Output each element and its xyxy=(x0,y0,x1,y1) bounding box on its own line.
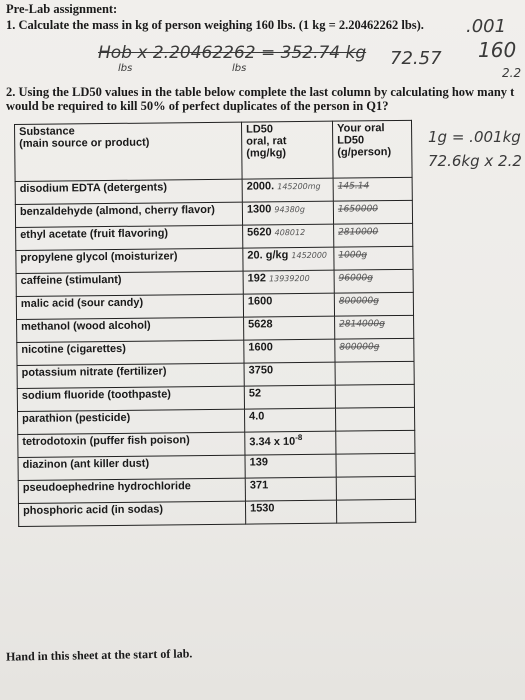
handwritten-note: 2.2 xyxy=(502,66,522,80)
ld50-cell xyxy=(245,477,336,501)
handwritten-note: 160 xyxy=(478,38,517,62)
handwritten-answer: 1000g xyxy=(338,250,368,261)
ld50-cell xyxy=(244,362,335,386)
handwritten-answer: 800000g xyxy=(338,296,380,307)
ld50-value: 2000. xyxy=(246,180,275,193)
handwritten-note: 1g = .001kg xyxy=(428,128,521,146)
handwritten-work: Hob x 2.20462262 = 352.74 kg xyxy=(98,43,367,63)
substance-cell: ethyl acetate (fruit flavoring) xyxy=(16,225,243,250)
ld50-value: 371 xyxy=(249,479,269,492)
ld50-table-container xyxy=(14,120,417,612)
your-oral-cell[interactable] xyxy=(334,269,413,293)
handwritten-answer: 2810000 xyxy=(338,227,379,238)
handwritten-cell-note: 145200mg xyxy=(277,181,321,192)
handwritten-answer: 96000g xyxy=(338,273,374,284)
substance-cell: diazinon (ant killer dust) xyxy=(18,455,245,480)
handwritten-cell-note: 1452000 xyxy=(291,250,328,261)
ld50-cell xyxy=(243,224,334,248)
header-substance: Substance (main source or product) xyxy=(15,122,243,181)
ld50-cell xyxy=(244,316,335,340)
ld50-value: 3.34 x 10 xyxy=(249,435,296,449)
your-oral-cell[interactable] xyxy=(336,430,415,454)
handwritten-answer: 1650000 xyxy=(337,204,379,215)
substance-cell: disodium EDTA (detergents) xyxy=(15,179,242,204)
handwritten-note: lbs xyxy=(232,63,247,74)
substance-cell: caffeine (stimulant) xyxy=(16,271,243,296)
handwritten-answer: 800000g xyxy=(339,342,380,353)
header-ld50: LD50 oral, rat (mg/kg) xyxy=(241,121,333,179)
ld50-value: 1600 xyxy=(248,341,273,354)
ld50-cell xyxy=(245,454,336,478)
your-oral-cell[interactable] xyxy=(334,292,413,316)
ld50-value: 5628 xyxy=(248,318,273,331)
your-oral-cell[interactable] xyxy=(334,246,413,270)
your-oral-cell[interactable] xyxy=(336,476,415,500)
ld50-cell xyxy=(245,431,336,455)
substance-cell: nicotine (cigarettes) xyxy=(17,340,244,365)
ld50-value: 20. g/kg xyxy=(247,249,289,262)
table-header-row xyxy=(15,120,413,181)
your-oral-cell[interactable] xyxy=(335,338,414,362)
handwritten-note: lbs xyxy=(118,63,133,74)
your-oral-cell[interactable] xyxy=(335,315,414,339)
ld50-cell xyxy=(244,339,335,363)
question-2: 2. Using the LD50 values in the table below complete the last column by calculating how many t xyxy=(6,85,515,99)
substance-cell: potassium nitrate (fertilizer) xyxy=(17,363,244,388)
ld50-value: 1530 xyxy=(249,502,275,515)
your-oral-cell[interactable] xyxy=(335,361,414,385)
ld50-cell xyxy=(243,270,334,294)
substance-cell: parathion (pesticide) xyxy=(18,409,245,434)
ld50-value: 5620 xyxy=(247,226,272,239)
ld50-value: 3750 xyxy=(248,364,274,377)
ld50-value: 1300 xyxy=(246,203,272,216)
handwritten-cell-note: 408012 xyxy=(274,227,306,238)
handwritten-note: 72.6kg x 2.2 xyxy=(428,152,522,170)
your-oral-cell[interactable] xyxy=(334,223,413,247)
your-oral-cell[interactable] xyxy=(335,407,414,431)
substance-cell: benzaldehyde (almond, cherry flavor) xyxy=(15,202,242,227)
ld50-value: 1600 xyxy=(247,295,273,308)
table-row xyxy=(18,499,415,526)
substance-cell: tetrodotoxin (puffer fish poison) xyxy=(18,432,245,457)
footer-note: Hand in this sheet at the start of lab. xyxy=(5,646,193,664)
ld50-table xyxy=(14,120,416,527)
your-oral-cell[interactable] xyxy=(336,499,415,523)
ld50-cell xyxy=(242,201,333,225)
ld50-value: 4.0 xyxy=(249,410,265,423)
ld50-cell xyxy=(243,247,334,271)
substance-cell: methanol (wood alcohol) xyxy=(17,317,244,342)
ld50-value: 192 xyxy=(247,272,267,285)
handwritten-answer: 145.14 xyxy=(337,181,370,192)
ld50-value: 139 xyxy=(249,456,268,469)
question-1: 1. Calculate the mass in kg of person weighing 160 lbs. (1 kg = 2.20462262 lbs). xyxy=(6,18,424,32)
your-oral-cell[interactable] xyxy=(335,384,414,408)
page-title: Pre-Lab assignment: xyxy=(6,2,118,16)
ld50-exponent: -8 xyxy=(295,432,303,443)
ld50-cell xyxy=(243,293,334,317)
your-oral-cell[interactable] xyxy=(333,200,412,224)
your-oral-cell[interactable] xyxy=(336,453,415,477)
ld50-value: 52 xyxy=(248,387,262,400)
substance-cell: phosphoric acid (in sodas) xyxy=(18,501,245,526)
handwritten-cell-note: 94380g xyxy=(274,204,305,215)
substance-cell: propylene glycol (moisturizer) xyxy=(16,248,243,273)
substance-cell: pseudoephedrine hydrochloride xyxy=(18,478,245,503)
handwritten-note: .001 xyxy=(466,16,507,37)
question-2-cont: would be required to kill 50% of perfect duplicates of the person in Q1? xyxy=(6,99,389,113)
ld50-cell xyxy=(244,408,335,432)
your-oral-cell[interactable] xyxy=(333,177,412,201)
substance-cell: malic acid (sour candy) xyxy=(16,294,243,319)
ld50-cell xyxy=(242,178,333,202)
header-your-oral: Your oral LD50 (g/person) xyxy=(332,120,412,178)
handwritten-answer: 72.57 xyxy=(390,48,442,69)
ld50-cell xyxy=(244,385,335,409)
handwritten-cell-note: 13939200 xyxy=(268,273,310,284)
handwritten-answer: 2814000g xyxy=(339,319,385,330)
substance-cell: sodium fluoride (toothpaste) xyxy=(17,386,244,411)
ld50-cell xyxy=(245,500,336,524)
